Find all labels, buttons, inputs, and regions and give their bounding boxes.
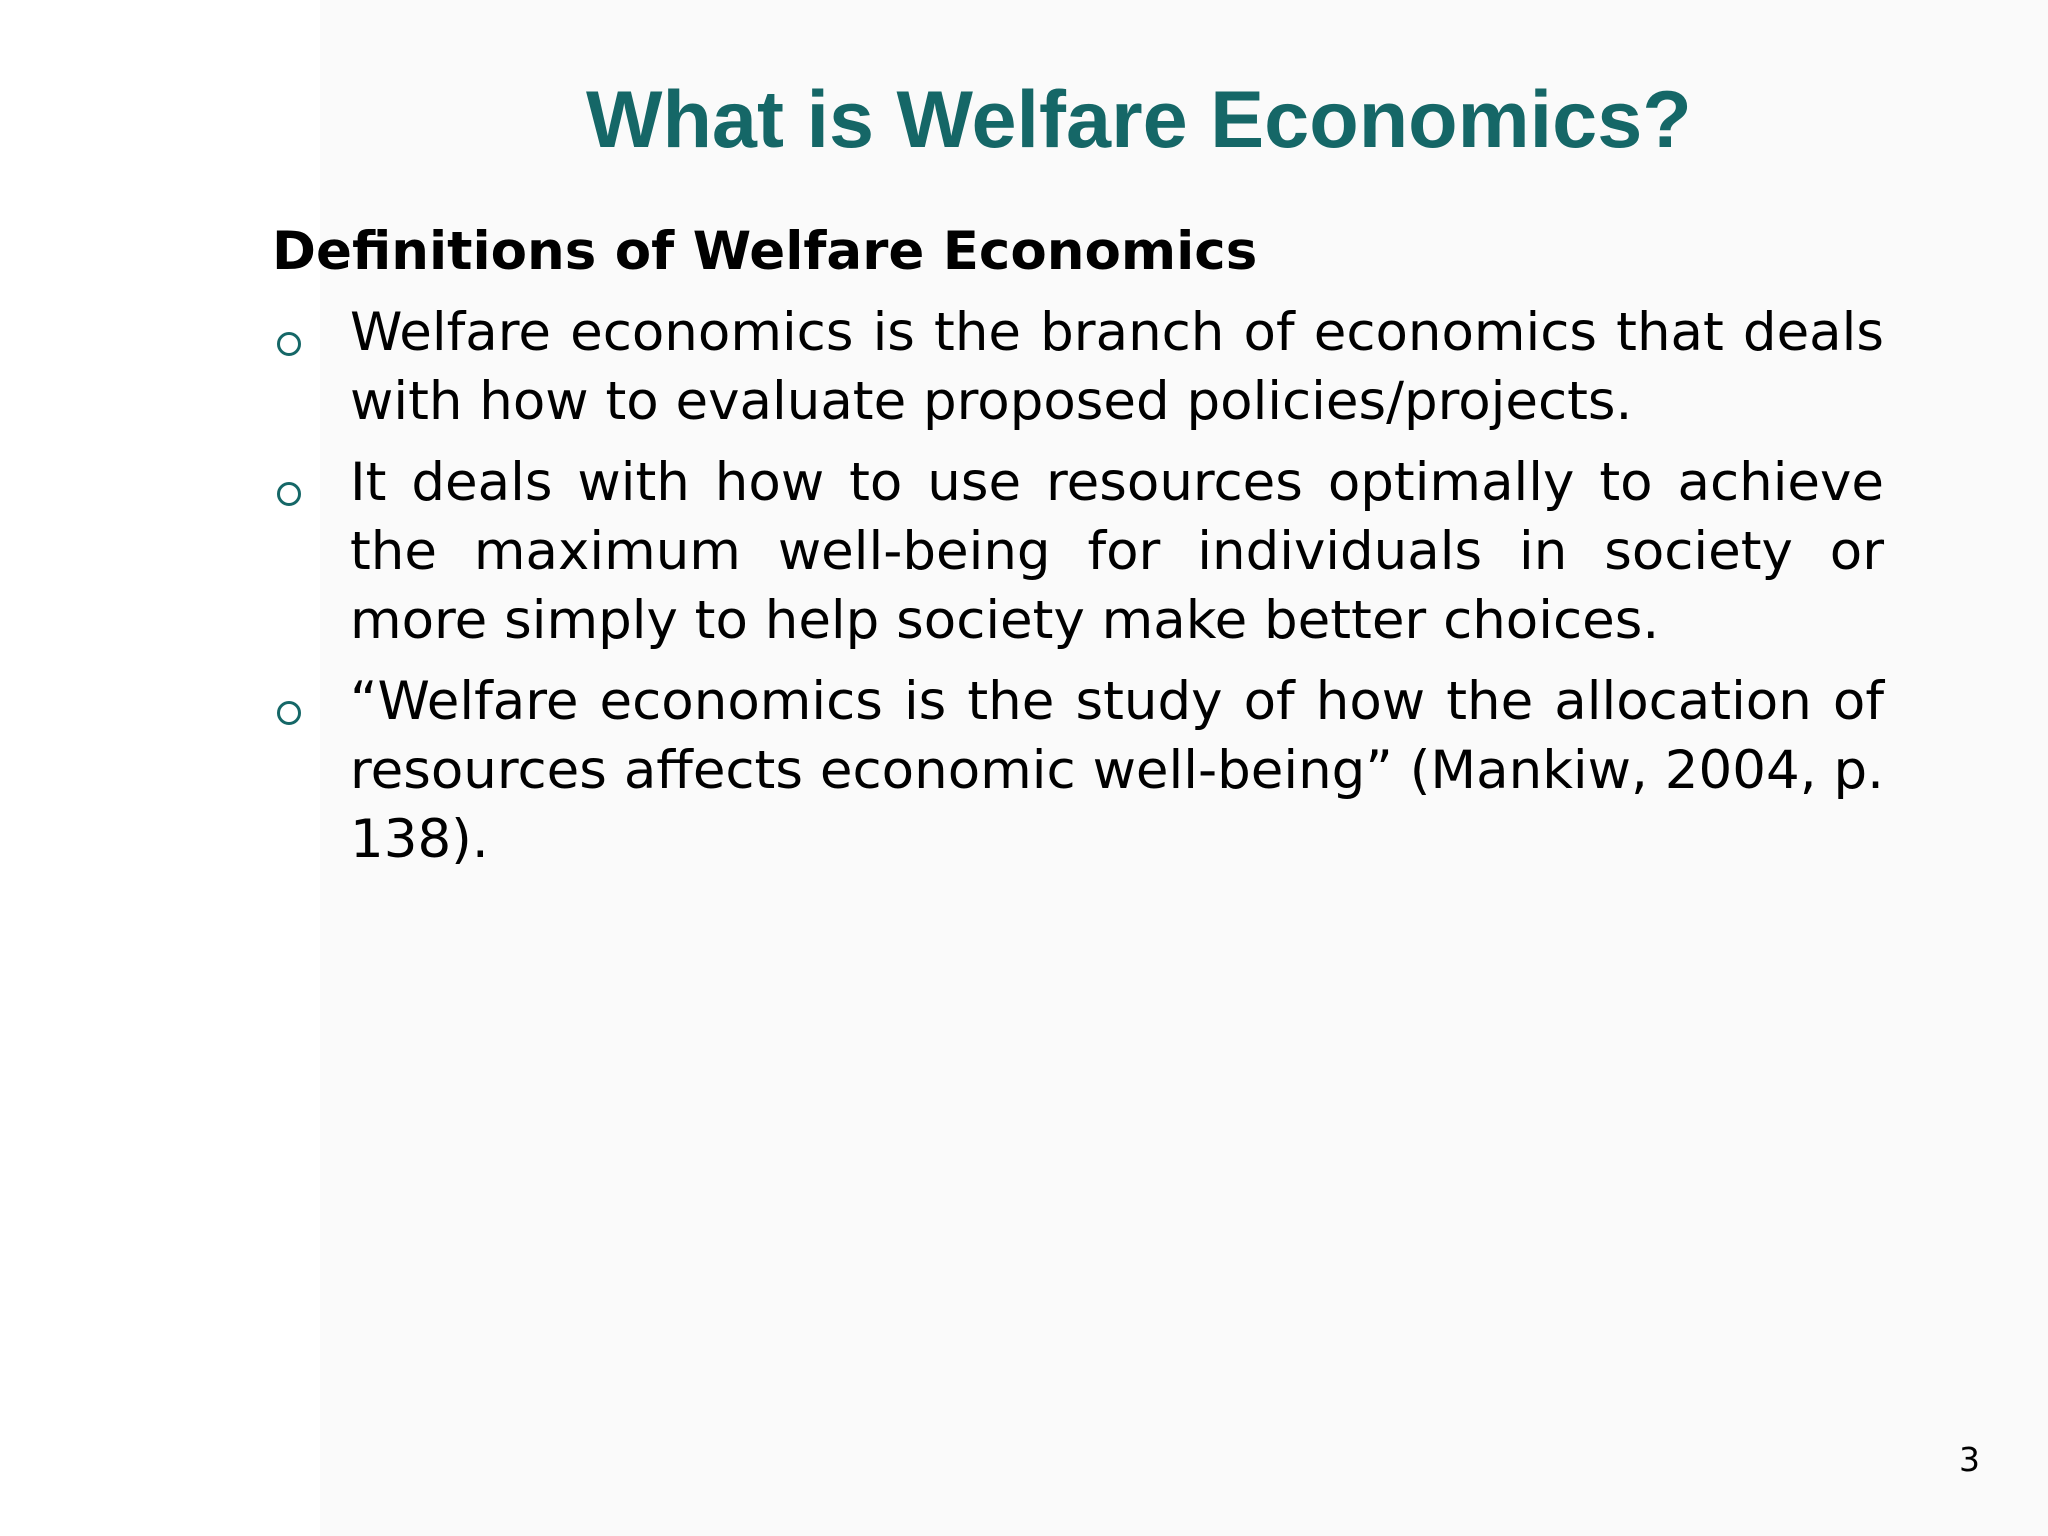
slide-content [272, 212, 1884, 886]
list-item [272, 667, 1884, 874]
list-item [272, 448, 1884, 655]
hollow-circle-bullet-icon [277, 482, 301, 506]
hollow-circle-bullet-icon [277, 332, 301, 356]
bullet-text: “Welfare economics is the study of how the allocation of resources affects economic well-being” (Mankiw, 2004, p. 138). [350, 671, 1884, 870]
list-item [272, 298, 1884, 436]
section-heading: Definitions of Welfare Economics [272, 221, 1258, 282]
slide-title: What is Welfare Economics? [586, 75, 1692, 165]
page-number: 3 [1959, 1440, 1980, 1479]
definition-list [272, 298, 1884, 874]
bullet-text: Welfare economics is the branch of economics that deals with how to evaluate proposed policies/projects. [350, 302, 1884, 432]
hollow-circle-bullet-icon [277, 701, 301, 725]
bullet-text: It deals with how to use resources optimally to achieve the maximum well-being for individuals in society or more simply to help society make better choices. [350, 452, 1884, 651]
